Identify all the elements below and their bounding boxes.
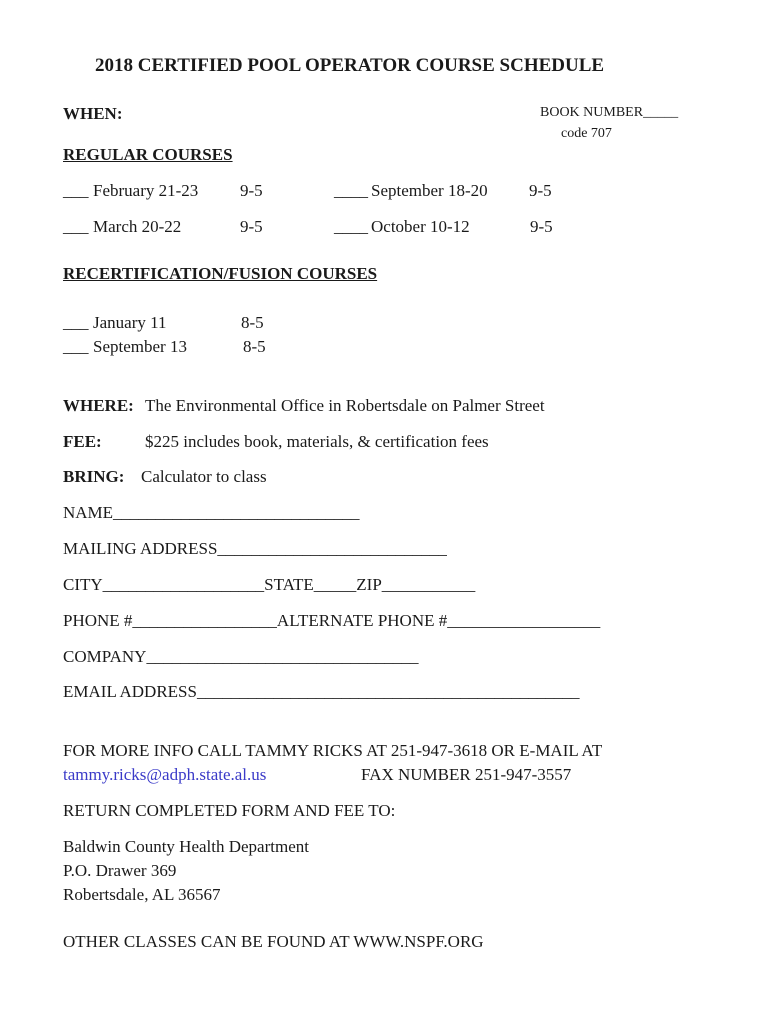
info-line: FOR MORE INFO CALL TAMMY RICKS AT 251-947-3618 OR E-MAIL AT — [63, 741, 603, 760]
course-date: March 20-22 — [93, 217, 182, 236]
return-address-line: P.O. Drawer 369 — [63, 861, 177, 880]
company-field[interactable]: COMPANY________________________________ — [63, 647, 419, 666]
course-date: February 21-23 — [93, 181, 199, 200]
course-time: 9-5 — [240, 181, 263, 200]
bring-value: Calculator to class — [141, 467, 267, 486]
course-date: January 11 — [93, 313, 167, 332]
course-checkbox-blank[interactable]: ____ — [334, 217, 368, 236]
city-state-zip-field[interactable]: CITY___________________STATE_____ZIP___________ — [63, 575, 476, 594]
course-time: 8-5 — [243, 337, 266, 356]
return-address-line: Baldwin County Health Department — [63, 837, 309, 856]
course-time: 9-5 — [529, 181, 552, 200]
fax-number: FAX NUMBER 251-947-3557 — [361, 765, 572, 784]
where-value: The Environmental Office in Robertsdale on Palmer Street — [145, 396, 545, 415]
page-title: 2018 CERTIFIED POOL OPERATOR COURSE SCHEDULE — [95, 55, 605, 76]
book-code: code 707 — [561, 126, 612, 141]
course-checkbox-blank[interactable]: ___ — [63, 313, 89, 332]
course-checkbox-blank[interactable]: ___ — [63, 181, 89, 200]
fee-label: FEE: — [63, 432, 102, 451]
course-checkbox-blank[interactable]: ____ — [334, 181, 368, 200]
when-label: WHEN: — [63, 104, 123, 123]
mailing-address-field[interactable]: MAILING ADDRESS___________________________ — [63, 539, 447, 558]
regular-courses-heading: REGULAR COURSES — [63, 145, 233, 164]
phone-field[interactable]: PHONE #_________________ALTERNATE PHONE #__________________ — [63, 611, 601, 630]
footer-note: OTHER CLASSES CAN BE FOUND AT WWW.NSPF.ORG — [63, 932, 484, 951]
course-date: September 18-20 — [371, 181, 488, 200]
fee-value: $225 includes book, materials, & certification fees — [145, 432, 489, 451]
email-link[interactable]: tammy.ricks@adph.state.al.us — [63, 765, 267, 784]
course-time: 9-5 — [530, 217, 553, 236]
bring-label: BRING: — [63, 467, 125, 486]
course-checkbox-blank[interactable]: ___ — [63, 337, 89, 356]
course-time: 8-5 — [241, 313, 264, 332]
where-label: WHERE: — [63, 396, 134, 415]
course-date: September 13 — [93, 337, 187, 356]
return-heading: RETURN COMPLETED FORM AND FEE TO: — [63, 801, 396, 820]
book-number: BOOK NUMBER_____ — [540, 105, 679, 120]
name-field[interactable]: NAME_____________________________ — [63, 503, 360, 522]
email-address-field[interactable]: EMAIL ADDRESS_____________________________________________ — [63, 682, 580, 701]
course-time: 9-5 — [240, 217, 263, 236]
recert-courses-heading: RECERTIFICATION/FUSION COURSES — [63, 264, 378, 283]
course-checkbox-blank[interactable]: ___ — [63, 217, 89, 236]
course-date: October 10-12 — [371, 217, 470, 236]
return-address-line: Robertsdale, AL 36567 — [63, 885, 221, 904]
